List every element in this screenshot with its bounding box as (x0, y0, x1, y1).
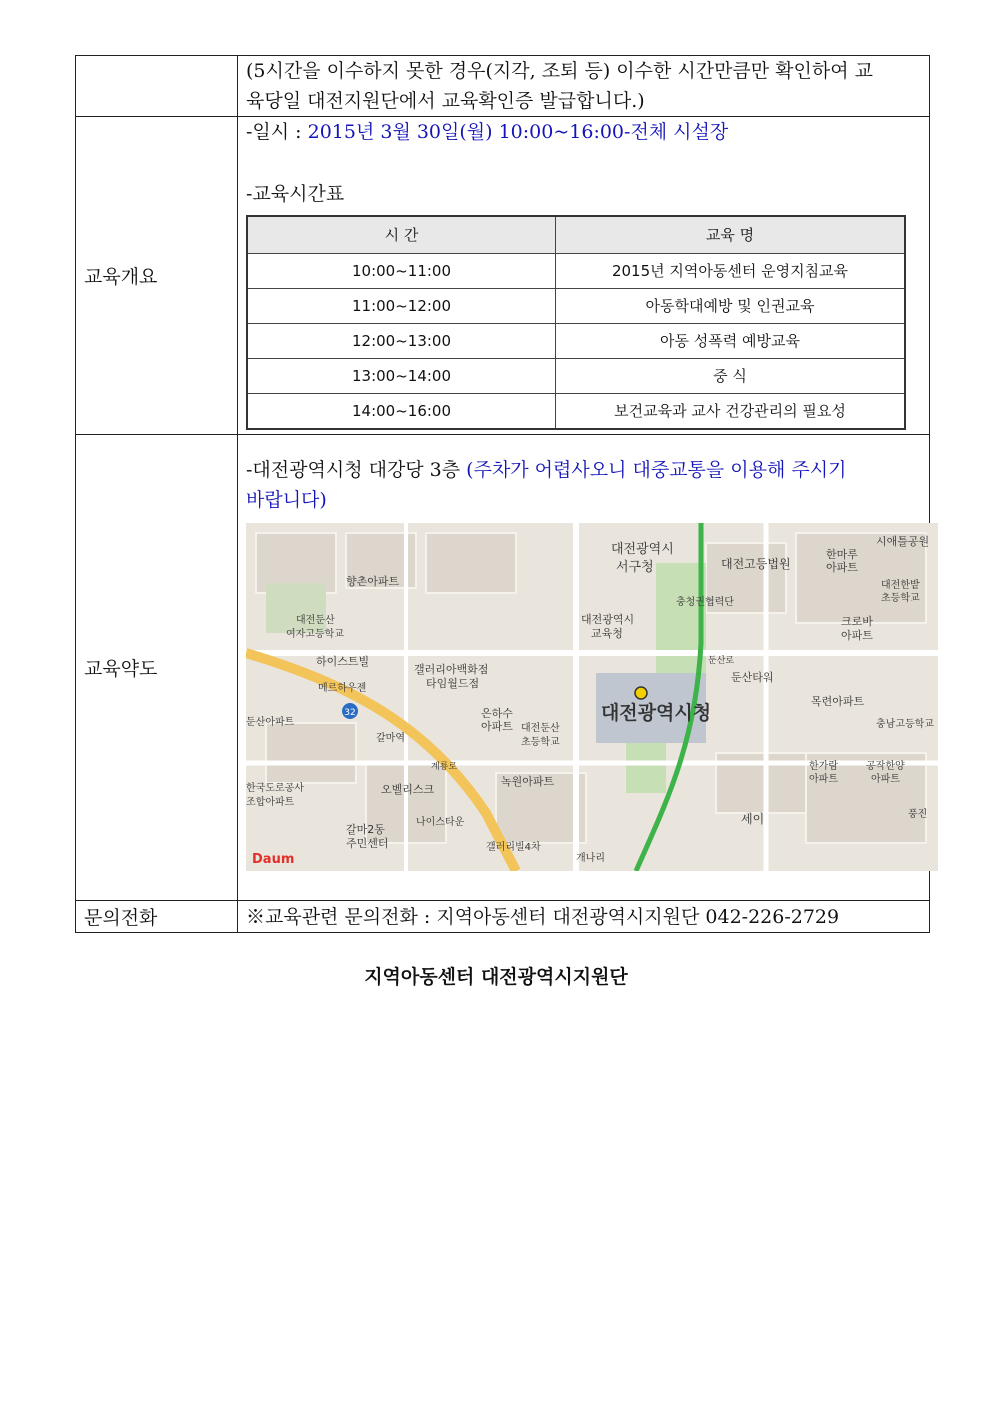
map-label: 아파트 (481, 720, 513, 733)
map-label: 주민센터 (346, 837, 389, 850)
map-label: 하이스트빌 (316, 655, 370, 668)
document-table (75, 55, 934, 933)
map-label: 크로바 (841, 615, 873, 628)
intro-line-1: (5시간을 이수하지 못한 경우(지각, 조퇴 등) 이수한 시간만큼만 확인하여 교 (246, 60, 873, 82)
map-label: 대전둔산 (296, 615, 335, 626)
map-road-label: 계룡로 (431, 762, 458, 772)
map-label: 풍진 (908, 809, 928, 820)
overview-cell (238, 117, 930, 435)
map-label: 은하수 (481, 707, 513, 720)
map-label: 한국도로공사 (246, 783, 304, 794)
map-label: 갈마역 (376, 733, 405, 744)
map-label: 아파트 (841, 629, 873, 642)
place-prefix: -대전광역시청 대강당 3층 (246, 459, 467, 481)
city-hall-marker-icon (635, 687, 647, 699)
schedule-header-time: 시 간 (247, 216, 556, 254)
map-label: 한마루 (826, 548, 858, 561)
map-label: 서구청 (616, 560, 654, 575)
schedule-header-row (247, 216, 905, 254)
map-road-label: 둔산로 (708, 656, 735, 666)
contact-label: 문의전화 (76, 901, 238, 933)
overview-date (238, 117, 929, 147)
map-center-label: 대전광역시청 (600, 702, 712, 724)
directions-row (76, 435, 930, 901)
footer-organization: 지역아동센터 대전광역시지원단 (364, 966, 628, 988)
map-label: 초등학교 (881, 593, 920, 604)
schedule-course: 중 식 (556, 359, 906, 394)
map-label: 둔산타워 (731, 671, 774, 684)
map-label: 대전둔산 (521, 723, 560, 734)
map-label: 충남고등학교 (876, 719, 934, 730)
schedule-row (247, 394, 905, 430)
map-label: 대전광역시 (611, 542, 674, 557)
daum-logo: Daum (252, 852, 295, 867)
schedule-row (247, 324, 905, 359)
map-label: 대전광역시 (581, 613, 635, 626)
map-label: 세이 (741, 812, 765, 826)
map-label: 여자고등학교 (286, 629, 344, 640)
map-label: 초등학교 (521, 737, 560, 748)
schedule-course: 아동 성폭력 예방교육 (556, 324, 906, 359)
map-label: 향촌아파트 (346, 575, 400, 588)
map-label: 개나리 (576, 853, 605, 864)
schedule-header-course: 교육 명 (556, 216, 906, 254)
map-label: 타임월드점 (426, 677, 480, 690)
intro-label-cell (76, 56, 238, 117)
route-number: 32 (344, 708, 356, 718)
map-label: 갤러리아백화점 (414, 663, 489, 676)
map-label: 녹원아파트 (501, 775, 555, 788)
schedule-row (247, 359, 905, 394)
schedule-course: 아동학대예방 및 인권교육 (556, 289, 906, 324)
place-note-2: 바랍니다) (246, 489, 327, 511)
map-label: 공작한양 (866, 761, 905, 772)
map-label: 오벨리스크 (381, 783, 435, 796)
map-label: 둔산아파트 (246, 717, 295, 728)
map-label: 아파트 (809, 774, 838, 785)
directions-cell (238, 435, 934, 901)
date-value: 2015년 3월 30일(월) 10:00~16:00-전체 시설장 (307, 121, 729, 143)
schedule-time: 14:00~16:00 (247, 394, 556, 430)
map-label: 조합아파트 (246, 797, 295, 808)
schedule-course: 2015년 지역아동센터 운영지침교육 (556, 254, 906, 289)
directions-label: 교육약도 (76, 435, 238, 901)
schedule-table (246, 215, 906, 430)
schedule-time: 12:00~13:00 (247, 324, 556, 359)
map-label: 교육청 (591, 627, 623, 640)
date-prefix: -일시 : (246, 121, 308, 143)
map-label: 메르하우젠 (318, 683, 367, 694)
map-label: 목련아파트 (811, 695, 865, 708)
schedule-row (247, 254, 905, 289)
overview-label: 교육개요 (76, 117, 238, 435)
directions-place (238, 455, 929, 485)
map-label: 충청권협력단 (676, 597, 734, 608)
place-note-1: (주차가 어렵사오니 대중교통을 이용해 주시기 (466, 459, 847, 481)
intro-line-2: 육당일 대전지원단에서 교육확인증 발급합니다.) (246, 90, 645, 112)
map-label: 아파트 (826, 561, 858, 574)
schedule-time: 13:00~14:00 (247, 359, 556, 394)
contact-row (76, 901, 930, 933)
schedule-course: 보건교육과 교사 건강관리의 필요성 (556, 394, 906, 430)
map-label: 대전고등법원 (721, 557, 791, 571)
schedule-title: -교육시간표 (246, 183, 345, 205)
intro-row (76, 56, 930, 117)
map-image (246, 523, 938, 871)
overview-row (76, 117, 930, 435)
map-label: 나이스타운 (416, 817, 465, 828)
schedule-time: 10:00~11:00 (247, 254, 556, 289)
schedule-time: 11:00~12:00 (247, 289, 556, 324)
map-label: 대전한밭 (881, 580, 920, 591)
schedule-row (247, 289, 905, 324)
location-map (246, 523, 938, 871)
map-label: 갈마2동 (346, 823, 385, 836)
map-label: 갤러리빌4차 (486, 842, 541, 853)
map-label: 시애틀공원 (876, 535, 930, 548)
map-label: 한가람 (809, 761, 838, 772)
intro-text-cell (238, 56, 930, 117)
contact-text: ※교육관련 문의전화 : 지역아동센터 대전광역시지원단 042-226-2729 (238, 901, 930, 933)
map-label: 아파트 (871, 774, 900, 785)
